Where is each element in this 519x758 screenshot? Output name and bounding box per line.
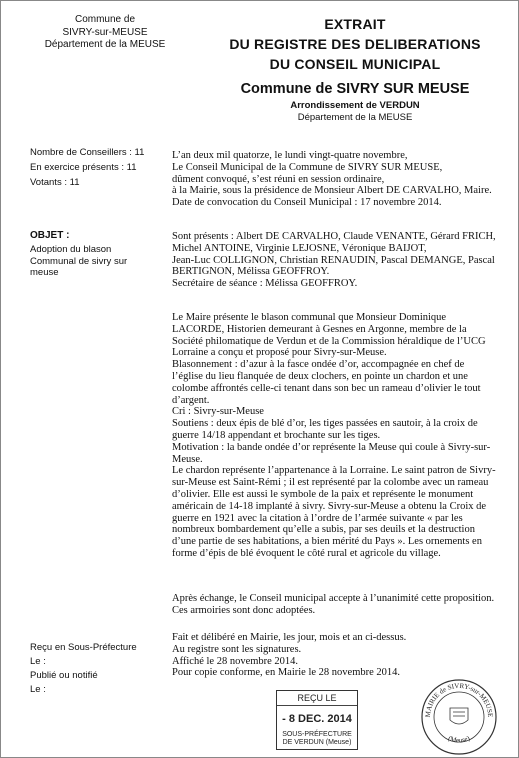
expose-line: d’argent.: [172, 394, 210, 406]
footer-le-1: Le :: [30, 656, 46, 667]
meta-votants: Votants : 11: [30, 177, 80, 188]
footer-recu: Reçu en Sous-Préfecture: [30, 642, 137, 653]
expose-line: forme d’épis de blé évoquent le côté rural et agricole du village.: [172, 547, 441, 559]
expose-line: Soutiens : deux épis de blé d’or, les tiges passées en sautoir, à la croix de: [172, 418, 478, 430]
decision-line: Ces armoiries sont donc adoptées.: [172, 604, 316, 616]
expose-line: d’une partie de ses habitations, a bien mérité du Pays ». Les ornements en: [172, 536, 482, 548]
expose-line: Société philomatique de Verdun et de la Commission héraldique de l’UCG: [172, 335, 486, 347]
intro-line: à la Mairie, sous la présidence de Monsieur Albert DE CARVALHO, Maire.: [172, 185, 492, 197]
meta-exercice: En exercice présents : 11: [30, 162, 137, 173]
intro-line: Date de convocation du Conseil Municipal : 17 novembre 2014.: [172, 197, 442, 209]
header-left-line3: Département de la MEUSE: [44, 39, 166, 50]
expose-line: guerre en 1921 avec la citation à l’ordre de l’armée suivante « par les: [172, 512, 463, 524]
expose-line: Blasonnement : d’azur à la fasce ondée d’or, accompagnée en chef de: [172, 359, 465, 371]
expose-line: Motivation : la bande ondée d’or représente la Meuse qui coule à Sivry-sur-: [172, 441, 491, 453]
expose-line: Lorraine a conçu et proposé pour Sivry-sur-Meuse.: [172, 347, 387, 359]
expose-line: nombreux bombardement qu’elle a subis, par ses deuils et la destruction: [172, 524, 475, 536]
closing-line: Fait et délibéré en Mairie, les jour, mois et an ci-dessus.: [172, 632, 407, 643]
presents-line: Michel ANTOINE, Virginie LEJOSNE, Véronique BAIJOT,: [172, 242, 427, 254]
presents-line: Jean-Luc COLLIGNON, Christian RENAUDIN, Pascal DEMANGE, Pascal: [172, 254, 495, 266]
objet-line: Communal de sivry sur: [30, 255, 128, 267]
header-arrondissement: Arrondissement de VERDUN: [290, 100, 420, 111]
stamp-office-2: DE VERDUN (Meuse): [282, 739, 352, 746]
meta-conseillers: Nombre de Conseillers : 11: [30, 147, 145, 158]
expose-line: l’église du lieu flanquée de deux clochers, en pointe un chardon et une: [172, 370, 468, 382]
stamp-office-1: SOUS-PRÉFECTURE: [282, 731, 352, 738]
intro-line: Le Conseil Municipal de la Commune de SIVRY SUR MEUSE,: [172, 161, 443, 173]
seal-bottom-text: (Meuse): [446, 734, 472, 745]
expose-line: Le Maire présente le blason communal que Monsieur Dominique: [172, 312, 447, 323]
expose-line: Le chardon représente l’appartenance à la Lorraine. Le saint patron de Sivry-: [172, 465, 496, 477]
objet-line: meuse: [30, 267, 59, 278]
expose-line: LACORDE, Historien demeurant à Gesnes en Argonne, membre de la: [172, 323, 467, 335]
header-title-registre: DU REGISTRE DES DELIBERATIONS: [229, 36, 481, 52]
expose-line: américain de 14-18 implanté à sivry. Sivry-sur-Meuse a obtenu la Croix de: [172, 500, 487, 512]
decision-line: Après échange, le Conseil municipal accepte à l’unanimité cette proposition.: [172, 593, 495, 604]
header-commune: Commune de SIVRY SUR MEUSE: [240, 81, 470, 97]
footer-publie: Publié ou notifié: [30, 670, 98, 681]
intro-line: L’an deux mil quatorze, le lundi vingt-quatre novembre,: [172, 150, 408, 161]
header-departement: Département de la MEUSE: [297, 112, 413, 123]
closing-line: Affiché le 28 novembre 2014.: [172, 655, 299, 667]
footer-le-2: Le :: [30, 684, 46, 695]
expose-line: Meuse.: [172, 453, 203, 465]
expose-line: d’olivier. Elle est aussi le symbole de la paix et représente le monument: [172, 488, 474, 500]
closing-line: Au registre sont les signatures.: [172, 643, 302, 655]
expose-line: colombe affrontés celle-ci tenant dans son bec un rameau d’olivier le tout: [172, 382, 481, 394]
stamp-recu-le: REÇU LE: [297, 693, 337, 703]
presents-line: Secrétaire de séance : Mélissa GEOFFROY.: [172, 278, 358, 290]
seal-top-text: MAIRIE de SIVRY-sur-MEUSE: [423, 681, 495, 718]
expose-line: Cri : Sivry-sur-Meuse: [172, 406, 264, 418]
header-left-line2: SIVRY-sur-MEUSE: [62, 26, 148, 38]
closing-line: Pour copie conforme, en Mairie le 28 novembre 2014.: [172, 667, 401, 679]
objet-title: OBJET :: [30, 230, 70, 241]
stamp-date: - 8 DEC. 2014: [282, 713, 352, 725]
intro-line: dûment convoqué, s’est réuni en session ordinaire,: [172, 173, 385, 185]
expose-line: guerre 14/18 appendant et brochante sur les tiges.: [172, 429, 381, 441]
header-title-conseil: DU CONSEIL MUNICIPAL: [269, 56, 441, 72]
header-left-line1: Commune de: [74, 14, 136, 25]
objet-line: Adoption du blason: [30, 244, 112, 255]
presents-line: BERTIGNON, Mélissa GEOFFROY.: [172, 266, 330, 278]
expose-line: sur-Meuse est Saint-Rémi ; il est représenté par la colombe avec un rameau: [172, 477, 489, 489]
header-title-extrait: EXTRAIT: [324, 16, 386, 32]
presents-line: Sont présents : Albert DE CARVALHO, Claude VENANTE, Gérard FRICH,: [172, 231, 496, 242]
